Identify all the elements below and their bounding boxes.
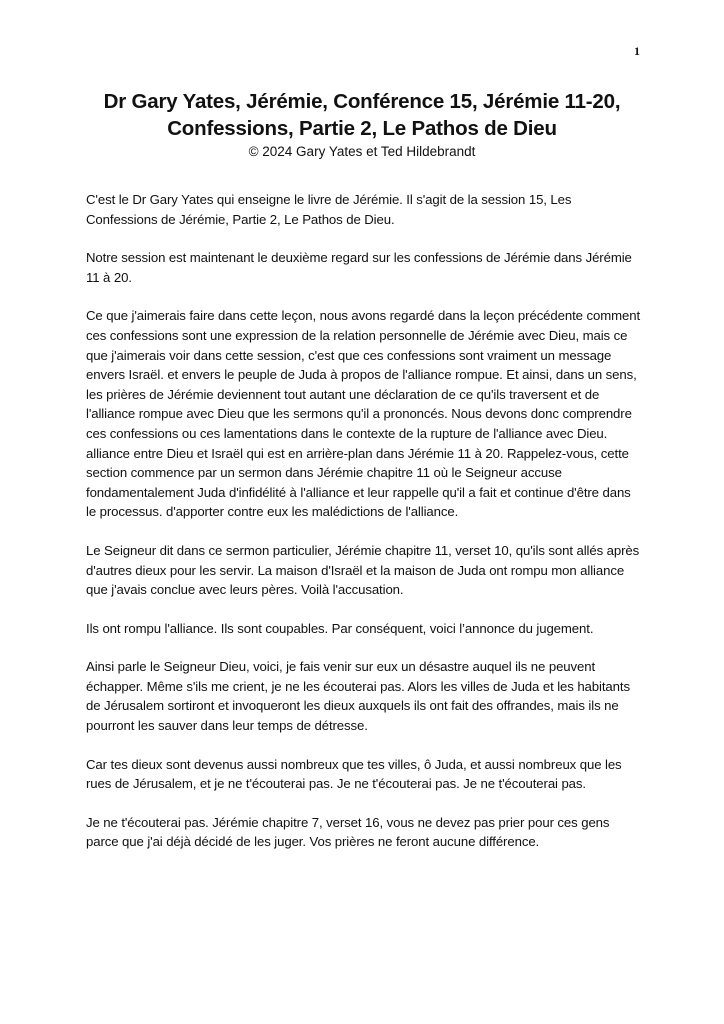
paragraph-6: Ainsi parle le Seigneur Dieu, voici, je fais venir sur eux un désastre auquel ils ne peuvent échapper. Même s'ils me crient, je ne les écouterai pas. Alors les villes de Juda et les habitants de Jérusalem sortiront et invoqueront les dieux auxquels ils ont fait des offrandes, mais ils ne pourront les sauver dans leur temps de détresse.: [86, 659, 630, 734]
copyright-notice: © 2024 Gary Yates et Ted Hildebrandt: [248, 144, 476, 159]
document-title-line-2: Confessions, Partie 2, Le Pathos de Dieu: [167, 117, 557, 140]
page-number: 1: [634, 44, 640, 58]
paragraph-1: C'est le Dr Gary Yates qui enseigne le livre de Jérémie. Il s'agit de la session 15, Les Confessions de Jérémie, Partie 2, Le Pathos de Dieu.: [86, 192, 572, 227]
document-body: [86, 190, 642, 871]
title-block: [60, 88, 664, 162]
paragraph-4: Le Seigneur dit dans ce sermon particulier, Jérémie chapitre 11, verset 10, qu'ils sont allés après d'autres dieux pour les servir. La maison d'Israël et la maison de Juda ont rompu mon alliance que j'avais conclue avec leurs pères. Voilà l'accusation.: [86, 542, 640, 598]
paragraph-7: Car tes dieux sont devenus aussi nombreux que tes villes, ô Juda, et aussi nombreux que les rues de Jérusalem, et je ne t'écouterai pas. Je ne t'écouterai pas. Je ne t'écouterai pas.: [86, 756, 622, 792]
paragraph-8: Je ne t'écouterai pas. Jérémie chapitre 7, verset 16, vous ne devez pas prier pour ces gens parce que j'ai déjà décidé de les juger. Vos prières ne feront aucune différence.: [86, 814, 610, 850]
paragraph-5: Ils ont rompu l'alliance. Ils sont coupables. Par conséquent, voici l’annonce du jugement.: [86, 620, 594, 636]
document-title-line-1: Dr Gary Yates, Jérémie, Conférence 15, Jérémie 11-20,: [103, 90, 621, 113]
paragraph-2: Notre session est maintenant le deuxième regard sur les confessions de Jérémie dans Jérémie 11 à 20.: [86, 250, 632, 285]
paragraph-3: Ce que j'aimerais faire dans cette leçon, nous avons regardé dans la leçon précédente comment ces confessions sont une expression de la relation personnelle de Jérémie avec Dieu, mais ce que j'aimerais voir dans cette session, c'est que ces confessions sont vraiment un message envers Israël. et envers le peuple de Juda à propos de l'alliance rompue. Et ainsi, dans un sens, les prières de Jérémie deviennent tout autant une déclaration de ce qu'ils traversent et de l'alliance rompue avec Dieu que les sermons qu'il a prononcés. Nous devons donc comprendre ces confessions ou ces lamentations dans le contexte de la rupture de l'alliance avec Dieu. alliance entre Dieu et Israël qui est en arrière-plan dans Jérémie 11 à 20. Rappelez-vous, cette section commence par un sermon dans Jérémie chapitre 11 où le Seigneur accuse fondamentalement Juda d'infidélité à l'alliance et leur rappelle qu'il a fait et continue d'être dans le processus. d'apporter contre eux les malédictions de l'alliance.: [86, 308, 641, 520]
